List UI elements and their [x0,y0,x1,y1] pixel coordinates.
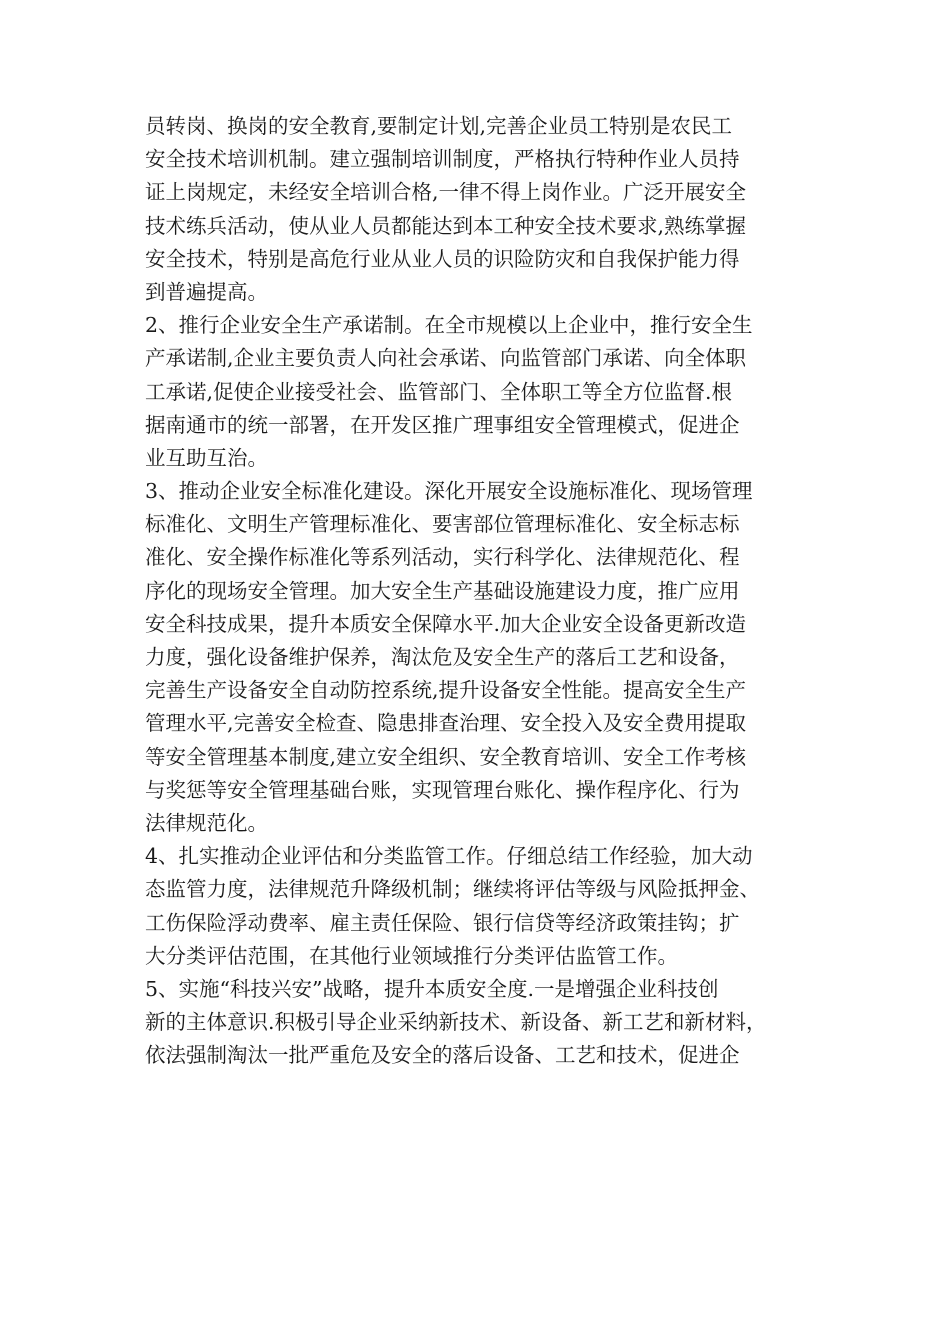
text-line: 管理水平,完善安全检查、隐患排查治理、安全投入及安全费用提取 [145,711,747,736]
text-line: 据南通市的统一部署，在开发区推广理事组安全管理模式，促进企 [145,412,740,437]
text-line: 安全科技成果，提升本质安全保障水平.加大企业安全设备更新改造 [145,611,747,636]
text-line: 工承诺,促使企业接受社会、监管部门、全体职工等全方位监督.根 [145,379,733,404]
text-line: 新的主体意识.积极引导企业采纳新技术、新设备、新工艺和新材料， [145,1010,767,1035]
text-line: 5、实施“科技兴安”战略，提升本质安全度.一是增强企业科技创 [145,976,719,1001]
text-line: 2、推行企业安全生产承诺制。在全市规模以上企业中，推行安全生 [145,313,753,338]
text-line: 依法强制淘汰一批严重危及安全的落后设备、工艺和技术，促进企 [145,1043,740,1068]
text-line: 准化、安全操作标准化等系列活动，实行科学化、法律规范化、程 [145,545,740,570]
text-line: 力度，强化设备维护保养，淘汰危及安全生产的落后工艺和设备， [145,645,740,669]
text-line: 工伤保险浮动费率、雇主责任保险、银行信贷等经济政策挂钩；扩 [145,910,740,935]
text-line: 安全技术培训机制。建立强制培训制度，严格执行特种作业人员持 [145,147,740,172]
text-line: 与奖惩等安全管理基础台账，实现管理台账化、操作程序化、行为 [145,777,740,802]
text-line: 态监管力度，法律规范升降级机制；继续将评估等级与风险抵押金、 [145,877,760,902]
text-line: 产承诺制,企业主要负责人向社会承诺、向监管部门承诺、向全体职 [145,346,747,371]
text-line: 员转岗、换岗的安全教育,要制定计划,完善企业员工特别是农民工 [145,114,733,138]
text-line: 业互助互治。 [145,445,268,470]
text-line: 3、推动企业安全标准化建设。深化开展安全设施标准化、现场管理 [145,479,753,504]
body-text [145,110,810,1072]
text-line: 到普遍提高。 [145,279,268,304]
text-line: 完善生产设备安全自动防控系统,提升设备安全性能。提高安全生产 [145,678,747,703]
text-line: 序化的现场安全管理。加大安全生产基础设施建设力度，推广应用 [145,578,740,603]
text-line: 安全技术，特别是高危行业从业人员的识险防灾和自我保护能力得 [145,246,740,271]
text-line: 法律规范化。 [145,810,268,835]
text-line: 证上岗规定，未经安全培训合格,一律不得上岗作业。广泛开展安全 [145,180,747,205]
text-line: 4、扎实推动企业评估和分类监管工作。仔细总结工作经验，加大动 [145,844,753,869]
text-line: 大分类评估范围，在其他行业领域推行分类评估监管工作。 [145,943,678,968]
text-line: 等安全管理基本制度,建立安全组织、安全教育培训、安全工作考核 [145,744,747,769]
text-line: 标准化、文明生产管理标准化、要害部位管理标准化、安全标志标 [145,512,740,537]
text-line: 技术练兵活动，使从业人员都能达到本工种安全技术要求,熟练掌握 [145,213,747,238]
